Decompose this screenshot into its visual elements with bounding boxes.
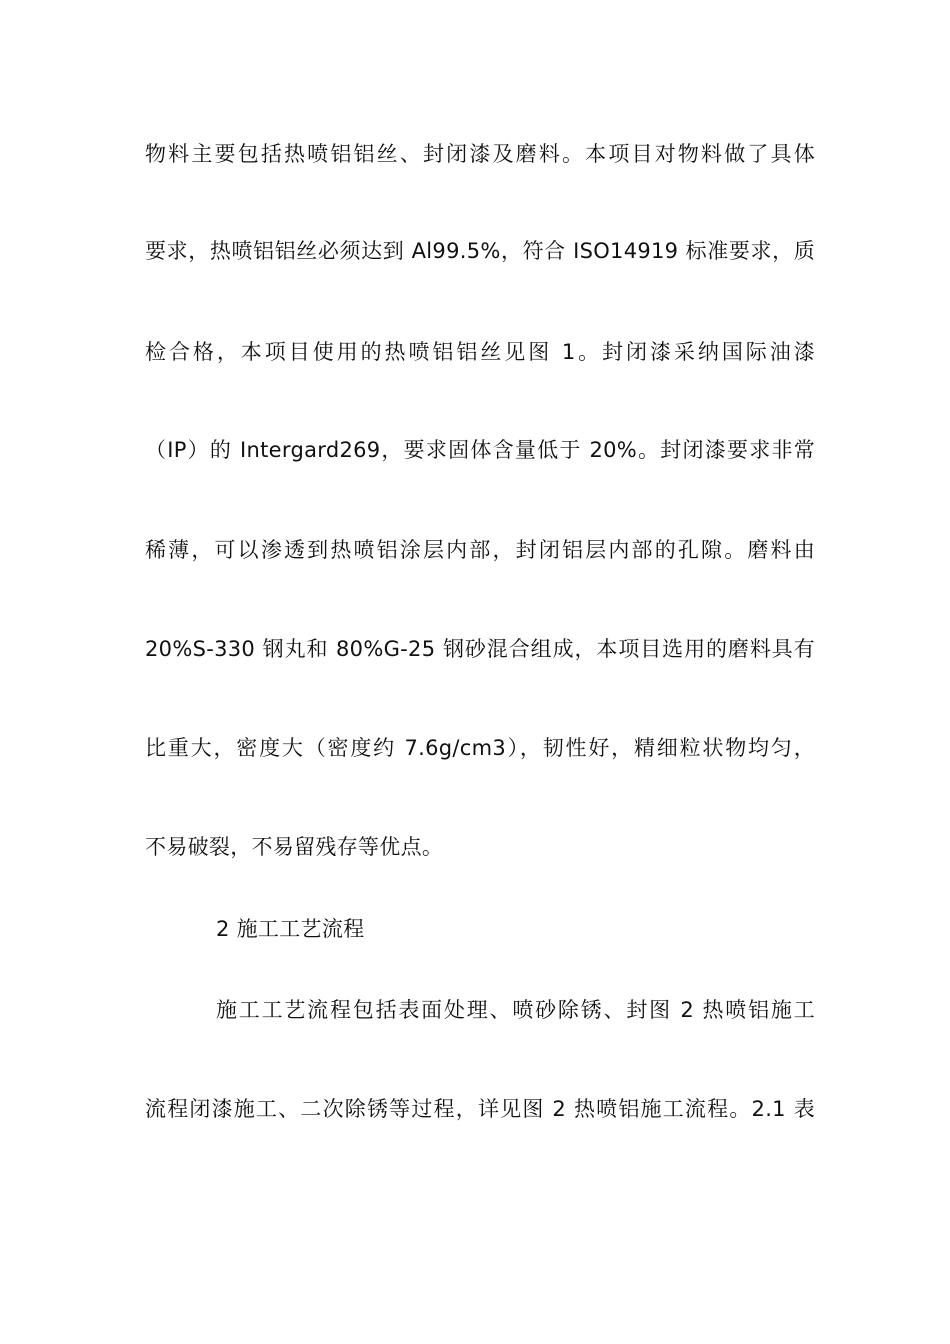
paragraph-line-4: （IP）的 Intergard269，要求固体含量低于 20%。封闭漆要求非常 xyxy=(145,438,815,462)
paragraph-line-6: 20%S-330 钢丸和 80%G-25 钢砂混合组成，本项目选用的磨料具有 xyxy=(145,637,815,661)
paragraph-line-7: 比重大，密度大（密度约 7.6g/cm3），韧性好，精细粒状物均匀， xyxy=(145,736,815,760)
section-heading: 2 施工工艺流程 xyxy=(216,917,365,941)
section-paragraph-line-2: 流程闭漆施工、二次除锈等过程，详见图 2 热喷铝施工流程。2.1 表 xyxy=(145,1097,815,1121)
paragraph-line-2: 要求，热喷铝铝丝必须达到 Al99.5%，符合 ISO14919 标准要求，质 xyxy=(145,239,815,263)
paragraph-line-8: 不易破裂，不易留残存等优点。 xyxy=(145,835,444,859)
paragraph-line-1: 物料主要包括热喷铝铝丝、封闭漆及磨料。本项目对物料做了具体 xyxy=(145,142,815,166)
paragraph-line-3: 检合格，本项目使用的热喷铝铝丝见图 1。封闭漆采纳国际油漆 xyxy=(145,340,815,364)
paragraph-line-5: 稀薄，可以渗透到热喷铝涂层内部，封闭铝层内部的孔隙。磨料由 xyxy=(145,538,815,562)
section-paragraph-line-1: 施工工艺流程包括表面处理、喷砂除锈、封图 2 热喷铝施工 xyxy=(216,998,815,1022)
